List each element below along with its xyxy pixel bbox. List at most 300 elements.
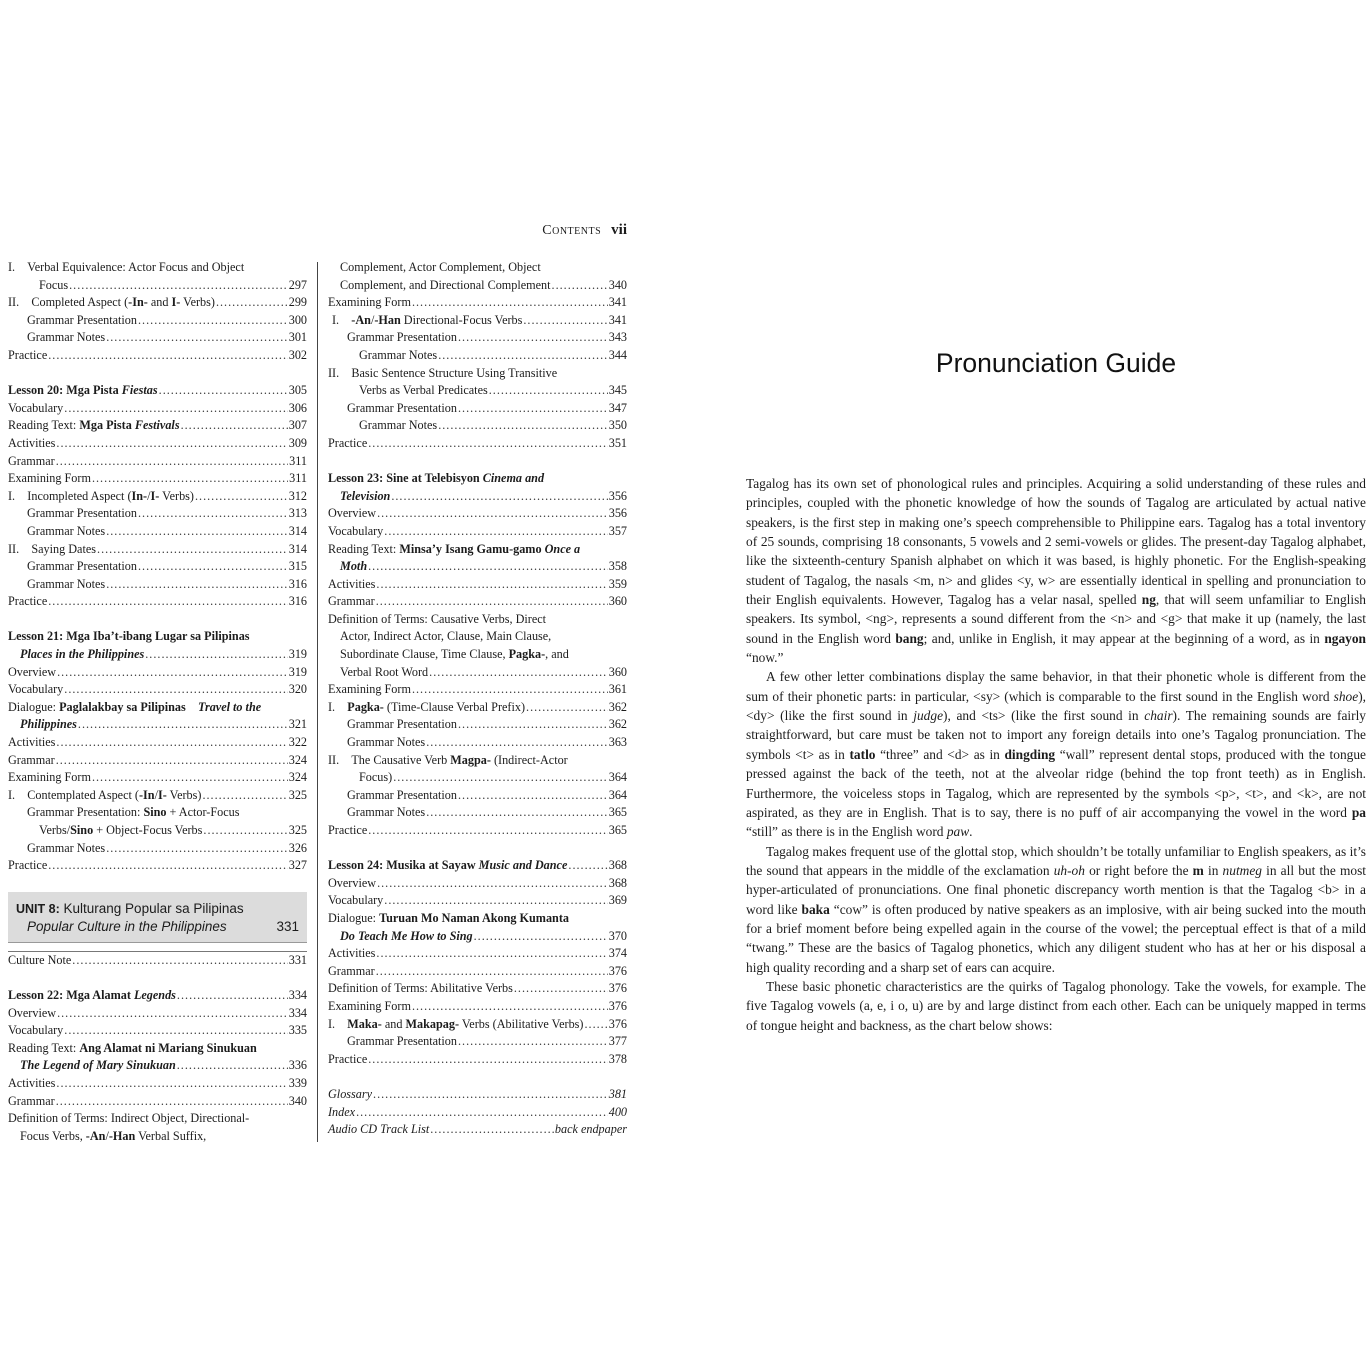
toc-leader-dots (106, 329, 288, 347)
toc-entry-page: 341 (608, 295, 627, 310)
toc-entry[interactable] (8, 558, 307, 576)
toc-entry-page: 374 (608, 946, 627, 961)
toc-entry-title: Verbal Root Word (340, 664, 429, 679)
toc-entry-page: 331 (288, 952, 307, 967)
toc-entry[interactable] (328, 787, 627, 805)
toc-entry[interactable] (328, 1016, 627, 1034)
toc-leader-dots (92, 470, 288, 488)
toc-entry-page: 356 (608, 506, 627, 521)
toc-entry-page: 301 (288, 330, 307, 345)
toc-entry[interactable] (328, 963, 627, 981)
toc-entry-page: 368 (608, 858, 627, 873)
toc-leader-dots (458, 329, 608, 347)
unit-title-line (16, 900, 299, 918)
toc-leader-dots (412, 998, 608, 1016)
toc-entry[interactable] (8, 576, 307, 594)
toc-leader-dots (48, 857, 287, 875)
toc-leader-dots (181, 417, 288, 435)
toc-entry-title: Examining Form (328, 998, 411, 1013)
toc-entry-title: Grammar (328, 594, 375, 609)
toc-entry-page: back endpaper (554, 1122, 627, 1137)
toc-entry-title: I. -An/-Han Directional-Focus Verbs (332, 312, 523, 327)
toc-entry-page: 378 (608, 1051, 627, 1066)
unit-subtitle-line (16, 918, 299, 936)
toc-entry[interactable] (8, 312, 307, 330)
toc-entry-title: Overview (328, 875, 377, 890)
toc-entry-page: 306 (288, 400, 307, 415)
toc-entry-page: 325 (288, 823, 307, 837)
toc-gap (8, 969, 307, 987)
toc-left-column (8, 259, 307, 1145)
toc-entry[interactable] (328, 646, 627, 664)
toc-entry-title: Grammar (8, 1093, 55, 1108)
toc-entry[interactable] (8, 769, 307, 787)
toc-entry-title: Overview (328, 506, 377, 521)
toc-entry-page: 340 (608, 277, 627, 292)
toc-entry-page: 302 (288, 347, 307, 362)
toc-leader-dots (368, 435, 607, 453)
toc-entry[interactable] (328, 541, 627, 559)
toc-leader-dots (57, 664, 288, 682)
toc-entry-title: Grammar Notes (347, 735, 426, 750)
toc-entry[interactable] (8, 1005, 307, 1023)
toc-entry-page: 370 (608, 928, 627, 943)
toc-entry-title: Complement, and Directional Complement (340, 277, 551, 292)
toc-entry[interactable] (8, 752, 307, 770)
toc-entry-page: 322 (288, 735, 307, 750)
toc-entry-title: Grammar Presentation (27, 312, 137, 327)
toc-leader-dots (368, 1051, 607, 1069)
toc-gap (328, 840, 627, 858)
toc-leader-dots (376, 576, 607, 594)
toc-entry[interactable] (8, 400, 307, 418)
toc-leader-dots (64, 681, 287, 699)
toc-entry[interactable] (8, 1075, 307, 1093)
toc-entry-page: 361 (608, 682, 627, 697)
toc-entry[interactable] (328, 400, 627, 418)
toc-entry-title: II. Completed Aspect (-In- and I- Verbs) (8, 295, 215, 310)
toc-entry[interactable] (328, 752, 627, 770)
toc-leader-dots (438, 417, 608, 435)
toc-entry-page: 339 (288, 1075, 307, 1090)
toc-leader-dots (138, 505, 288, 523)
toc-entry[interactable] (8, 435, 307, 453)
toc-entry-page: 376 (608, 998, 627, 1013)
toc-entry[interactable] (328, 347, 627, 365)
toc-leader-dots (393, 769, 608, 787)
toc-entry[interactable] (8, 822, 307, 840)
toc-entry[interactable] (8, 1022, 307, 1040)
toc-right-column (328, 259, 627, 1139)
toc-entry[interactable] (8, 840, 307, 858)
toc-entry-title: Grammar Presentation (347, 787, 457, 802)
toc-entry[interactable] (328, 804, 627, 822)
toc-entry-title: Actor, Indirect Actor, Clause, Main Clause, (340, 629, 552, 644)
toc-entry[interactable] (8, 277, 307, 295)
toc-entry-page: 341 (608, 312, 627, 327)
toc-leader-dots (138, 312, 288, 330)
toc-leader-dots (429, 664, 608, 682)
toc-entry[interactable] (328, 417, 627, 435)
unit-page: 331 (276, 918, 299, 934)
toc-entry[interactable] (8, 1040, 307, 1058)
unit-banner (8, 892, 307, 943)
page-number: vii (611, 222, 627, 238)
toc-leader-dots (426, 734, 608, 752)
toc-entry-page: 319 (288, 647, 307, 662)
toc-entry-page: 316 (288, 594, 307, 609)
toc-entry-title: Television (340, 488, 391, 503)
toc-entry-page: 325 (288, 787, 307, 802)
toc-leader-dots (106, 840, 288, 858)
toc-entry-title: Vocabulary (328, 523, 384, 538)
toc-entry-page: 334 (288, 1005, 307, 1020)
article-paragraph: A few other letter combinations display the same behavior, in that their phonetic whole is different from the sum of their phonetic parts: in particular, <sy> (which is comparable to the first sound in the English word shoe), <dy> (like the first sound in judge), and <ts> (like the first sound in chair). The remaining sounds are fairly straightforward, but care must be taken not to import any foreign details into one’s Tagalog pronunciation. The symbols <t> as in tatlo “three” and <d> as in dingding “wall” represent dental stops, produced with the tongue pressed against the back of the teeth, not at the alveolar ridge (behind the top front teeth) as in English. Furthermore, the voiceless stops in Tagalog, which are represented by the symbols <p>, <t>, and <k>, are not aspirated, as they are in English. That is to say, there is no puff of air accompanying the vowel in the word pa “still” as there is in the English word paw. (746, 669, 1366, 840)
toc-entry-title: II. Saying Dates (8, 541, 97, 556)
toc-entry-page: 297 (288, 277, 307, 292)
toc-entry[interactable] (328, 505, 627, 523)
toc-leader-dots (568, 857, 607, 875)
toc-entry-title: Grammar (8, 453, 55, 468)
toc-entry-title: Verbs as Verbal Predicates (359, 383, 488, 398)
toc-entry[interactable] (8, 1057, 307, 1075)
toc-entry-title: Lesson 22: Mga Alamat Legends (8, 987, 176, 1002)
toc-leader-dots (56, 435, 287, 453)
toc-entry[interactable] (328, 699, 627, 717)
article-body (746, 474, 1366, 1035)
toc-entry[interactable] (8, 523, 307, 541)
toc-right-entries (328, 259, 627, 1139)
toc-entry-page: 312 (288, 488, 307, 503)
toc-entry[interactable] (328, 558, 627, 576)
toc-entry[interactable] (328, 470, 627, 488)
toc-entry[interactable] (8, 787, 307, 805)
toc-entry[interactable] (328, 664, 627, 682)
toc-leader-dots (584, 1016, 607, 1034)
toc-entry-title: Dialogue: Paglalakbay sa Pilipinas Travel to the (8, 699, 262, 714)
toc-entry-title: Grammar Presentation (347, 717, 457, 732)
toc-entry-title: Subordinate Clause, Time Clause, Pagka-, and (340, 647, 569, 662)
toc-entry-title: Grammar Presentation (347, 400, 457, 415)
toc-entry-page: 364 (608, 770, 627, 785)
article-paragraph: Tagalog makes frequent use of the glottal stop, which shouldn’t be totally unfamiliar to English speakers, as it’s the sound that appears in the middle of the exclamation uh-oh or right before the m in nutmeg in all but the most hyper-articulated of pronunciations. One final phonetic discrepancy worth mention is that the Tagalog <b> in a word like baka “cow” is often produced by native speakers as an implosive, with air being sucked into the mouth for a brief moment before being expelled again in the course of the vowel; the perceptual effect is that of a mild “twang.” These are the basics of Tagalog phonetics, which any diligent student who has at her or his disposal a high quality recording and a sharp set of ears can acquire. (746, 843, 1367, 975)
toc-entry[interactable] (328, 329, 627, 347)
toc-entry[interactable] (328, 294, 627, 312)
toc-leader-dots (106, 576, 288, 594)
toc-entry-title: Grammar Presentation (27, 506, 137, 521)
toc-entry-title: I. Pagka- (Time-Clause Verbal Prefix) (328, 699, 526, 714)
toc-entry-title: Focus (39, 277, 69, 292)
toc-entry[interactable] (328, 1051, 627, 1069)
toc-entry-title: Places in the Philippines (20, 647, 145, 662)
toc-entry-page: 336 (288, 1058, 307, 1073)
toc-entry[interactable] (328, 488, 627, 506)
toc-entry-title: Vocabulary (328, 893, 384, 908)
toc-leader-dots (377, 875, 608, 893)
toc-entry-title: Reading Text: Minsa’y Isang Gamu-gamo Once a (328, 541, 581, 556)
toc-entry[interactable] (8, 716, 307, 734)
toc-entry-page: 365 (608, 805, 627, 820)
toc-entry-title: Practice (328, 435, 368, 450)
toc-leader-dots (97, 541, 288, 559)
unit-title: Kulturang Popular sa Pilipinas (63, 900, 244, 916)
toc-entry[interactable] (8, 294, 307, 312)
toc-entry-page: 351 (608, 435, 627, 450)
toc-leader-dots (368, 558, 608, 576)
toc-entry-page: 365 (608, 823, 627, 837)
toc-entry-title: Grammar Presentation (27, 559, 137, 574)
toc-entry[interactable] (328, 716, 627, 734)
toc-entry[interactable] (328, 892, 627, 910)
toc-entry-title: Vocabulary (8, 400, 64, 415)
toc-entry-page: 311 (289, 453, 307, 468)
toc-leader-dots (145, 646, 287, 664)
toc-entry[interactable] (328, 769, 627, 787)
toc-entry-page: 316 (288, 576, 307, 591)
toc-entry[interactable] (8, 681, 307, 699)
toc-leader-dots (412, 681, 608, 699)
toc-leader-dots (56, 1093, 288, 1111)
toc-leader-dots (430, 1121, 554, 1139)
toc-leader-dots (216, 294, 288, 312)
toc-leader-dots (489, 382, 608, 400)
toc-entry-title: Verbs/Sino + Object-Focus Verbs (39, 823, 203, 837)
toc-entry-page: 376 (608, 981, 627, 996)
toc-entry-title: Practice (8, 347, 48, 362)
toc-leader-dots (56, 453, 288, 471)
toc-leader-dots (458, 400, 608, 418)
toc-entry-title: Moth (340, 559, 368, 574)
toc-entry[interactable] (328, 1033, 627, 1051)
toc-entry-title: Grammar Notes (347, 805, 426, 820)
toc-entry-title: Examining Form (328, 295, 411, 310)
toc-entry-title: Grammar Notes (359, 418, 438, 433)
toc-entry[interactable] (328, 910, 627, 928)
article-paragraph: Tagalog has its own set of phonological rules and principles. Acquiring a solid understanding of these rules and principles, coupled with the phonetic knowledge of how the sounds of Tagalog are articulated by actual native speakers, is the first step in making one’s speech comprehensible to Philippine ears. Tagalog has a total inventory of 25 sounds, comprising 18 consonants, 5 vowels and 2 semi-vowels or glides. The present-day Tagalog alphabet, like the sixteenth-century Spanish alphabet on which it was based, is highly phonetic. For the English-speaking student of Tagalog, the nasals <m, n> and glides <y, w> are essentially identical in spelling and pronunciation to their English equivalents. However, Tagalog has a velar nasal, spelled ng, that will seem unfamiliar to English speakers. Its symbol, <ng>, represents a sound different from the <n> and <g> that make it up (namely, the last sound in the English word bang; and, unlike in English, it may appear at the beginning of a word, as in ngayon “now.” (746, 476, 1366, 666)
toc-entry-page: 376 (608, 963, 627, 978)
toc-entry-title: Culture Note (8, 952, 72, 967)
toc-entry[interactable] (8, 857, 307, 875)
toc-leader-dots (458, 787, 608, 805)
toc-leader-dots (412, 294, 608, 312)
toc-entry[interactable] (8, 453, 307, 471)
toc-entry-title: Overview (8, 664, 57, 679)
toc-entry[interactable] (8, 541, 307, 559)
toc-leader-dots (64, 400, 287, 418)
toc-leader-dots (523, 312, 607, 330)
toc-entry[interactable] (8, 699, 307, 717)
toc-entry[interactable] (328, 523, 627, 541)
toc-entry-page: 376 (608, 1016, 627, 1031)
toc-entry[interactable] (328, 277, 627, 295)
toc-leader-dots (376, 945, 607, 963)
toc-entry[interactable] (328, 628, 627, 646)
toc-entry-page: 360 (608, 594, 627, 609)
toc-entry[interactable] (328, 576, 627, 594)
toc-entry[interactable] (8, 505, 307, 523)
toc-entry-title: Lesson 20: Mga Pista Fiestas (8, 383, 158, 398)
toc-entry[interactable] (328, 382, 627, 400)
toc-entry-title: Practice (328, 1051, 368, 1066)
toc-entry-title: Definition of Terms: Abilitative Verbs (328, 981, 513, 996)
toc-entry[interactable] (8, 804, 307, 822)
toc-entry[interactable] (328, 611, 627, 629)
toc-entry-page: 381 (608, 1086, 627, 1101)
toc-leader-dots (56, 1075, 287, 1093)
toc-entry[interactable] (8, 646, 307, 664)
toc-leader-dots (177, 1057, 288, 1075)
toc-entry-page: 311 (289, 471, 307, 486)
toc-entry-title: Lesson 21: Mga Iba’t-ibang Lugar sa Pilipinas (8, 629, 250, 644)
toc-entry-title: Grammar Notes (27, 523, 106, 538)
toc-entry-page: 324 (288, 770, 307, 785)
toc-entry[interactable] (328, 928, 627, 946)
toc-entry-page: 313 (288, 506, 307, 521)
unit-subtitle: Popular Culture in the Philippines (27, 918, 227, 934)
toc-entry[interactable] (328, 980, 627, 998)
toc-entry-title: Grammar Notes (359, 347, 438, 362)
toc-entry-title: I. Verbal Equivalence: Actor Focus and Object (8, 260, 245, 274)
toc-entry-title: Grammar Notes (27, 330, 106, 345)
toc-entry-page: 340 (288, 1093, 307, 1108)
toc-entry-page: 319 (288, 664, 307, 679)
toc-entry-title: Examining Form (8, 770, 91, 785)
toc-entry[interactable] (328, 822, 627, 840)
toc-entry-title: Vocabulary (8, 1023, 64, 1038)
toc-entry-title: Activities (8, 435, 56, 450)
toc-entry-page: 314 (288, 523, 307, 538)
toc-leader-dots (384, 523, 607, 541)
toc-entry-title: Do Teach Me How to Sing (340, 928, 473, 943)
toc-entry-page: 315 (288, 559, 307, 574)
toc-entry-title: II. Basic Sentence Structure Using Transitive (328, 365, 558, 380)
toc-entry[interactable] (328, 593, 627, 611)
toc-entry-page: 345 (608, 383, 627, 398)
toc-entry[interactable] (8, 1128, 307, 1146)
toc-entry[interactable] (328, 875, 627, 893)
toc-entry-title: Grammar (328, 963, 375, 978)
toc-entry-title: Reading Text: Ang Alamat ni Mariang Sinukuan (8, 1040, 257, 1055)
toc-leader-dots (56, 752, 288, 770)
toc-entry[interactable] (328, 1104, 627, 1122)
toc-leader-dots (64, 1022, 287, 1040)
toc-entry-page: 362 (608, 717, 627, 732)
toc-entry[interactable] (328, 259, 627, 277)
toc-entry[interactable] (328, 857, 627, 875)
toc-entry-page: 356 (608, 488, 627, 503)
toc-entry-title: Activities (8, 735, 56, 750)
toc-entry[interactable] (8, 347, 307, 365)
toc-entry[interactable] (8, 593, 307, 611)
toc-entry[interactable] (328, 1086, 627, 1104)
toc-entry[interactable] (8, 1093, 307, 1111)
toc-leader-dots (92, 769, 288, 787)
toc-entry-page: 400 (608, 1104, 627, 1119)
toc-entry[interactable] (8, 628, 307, 646)
toc-leader-dots (356, 1104, 608, 1122)
toc-entry-page: 327 (288, 858, 307, 873)
toc-entry-title: Glossary (328, 1086, 373, 1101)
toc-entry-title: The Legend of Mary Sinukuan (20, 1058, 176, 1073)
toc-entry-title: Practice (8, 858, 48, 873)
toc-entry-title: Activities (8, 1075, 56, 1090)
toc-entry[interactable] (328, 1121, 627, 1139)
toc-entry-page: 369 (608, 893, 627, 908)
toc-leader-dots (195, 488, 288, 506)
toc-entry[interactable] (8, 987, 307, 1005)
running-header-section: Contents (542, 223, 602, 238)
toc-entry[interactable] (8, 329, 307, 347)
toc-entry-title: Examining Form (328, 682, 411, 697)
toc-entry[interactable] (328, 998, 627, 1016)
toc-entry[interactable] (8, 382, 307, 400)
toc-entry-title: Index (328, 1104, 356, 1119)
toc-leader-dots (203, 822, 287, 840)
toc-entry-title: Audio CD Track List (328, 1122, 430, 1137)
toc-leader-dots (72, 952, 287, 970)
toc-entry-page: 377 (608, 1034, 627, 1049)
toc-entry[interactable] (8, 470, 307, 488)
toc-entry-page: 350 (608, 418, 627, 433)
toc-leader-dots (552, 277, 608, 295)
toc-leader-dots (56, 734, 287, 752)
toc-entry[interactable] (328, 365, 627, 383)
toc-entry-title: Lesson 23: Sine at Telebisyon Cinema and (328, 471, 545, 486)
toc-leader-dots (48, 593, 287, 611)
toc-entry-title: I. Contemplated Aspect (-In/I- Verbs) (8, 787, 202, 802)
toc-entry[interactable] (328, 945, 627, 963)
toc-entry[interactable] (328, 681, 627, 699)
toc-entry-page: 368 (608, 875, 627, 890)
toc-entry[interactable] (8, 734, 307, 752)
toc-entry-page: 305 (288, 383, 307, 398)
toc-leader-dots (177, 987, 288, 1005)
toc-entry-title: Activities (328, 576, 376, 591)
toc-entry-page: 299 (288, 295, 307, 310)
toc-entry[interactable] (8, 664, 307, 682)
toc-entry[interactable] (8, 259, 307, 277)
toc-entry-page: 364 (608, 787, 627, 802)
toc-entry-title: I. Maka- and Makapag- Verbs (Abilitative Verbs) (328, 1016, 584, 1031)
toc-leader-dots (376, 963, 608, 981)
toc-leader-dots (438, 347, 608, 365)
toc-entry-page: 307 (288, 418, 307, 433)
toc-entry-title: Definition of Terms: Causative Verbs, Direct (328, 611, 547, 626)
toc-leader-dots (48, 347, 287, 365)
toc-leader-dots (159, 382, 288, 400)
toc-entry-page: 300 (288, 312, 307, 327)
toc-leader-dots (526, 699, 608, 717)
toc-entry-page: 343 (608, 330, 627, 345)
toc-entry-title: Overview (8, 1005, 57, 1020)
toc-entry[interactable] (8, 417, 307, 435)
toc-leader-dots (384, 892, 607, 910)
toc-entry[interactable] (328, 435, 627, 453)
toc-leader-dots (391, 488, 607, 506)
toc-entry[interactable] (328, 734, 627, 752)
toc-entry[interactable] (328, 312, 627, 330)
toc-entry[interactable] (8, 1110, 307, 1128)
toc-entry[interactable] (8, 488, 307, 506)
toc-gap (328, 1068, 627, 1086)
toc-entry-page: 358 (608, 559, 627, 574)
toc-entry-page: 320 (288, 682, 307, 697)
toc-entry-title: Dialogue: Turuan Mo Naman Akong Kumanta (328, 910, 569, 925)
toc-entry[interactable] (8, 951, 307, 970)
toc-leader-dots (57, 1005, 288, 1023)
toc-entry-title: Practice (8, 594, 48, 609)
toc-entry-title: Focus) (359, 770, 393, 785)
